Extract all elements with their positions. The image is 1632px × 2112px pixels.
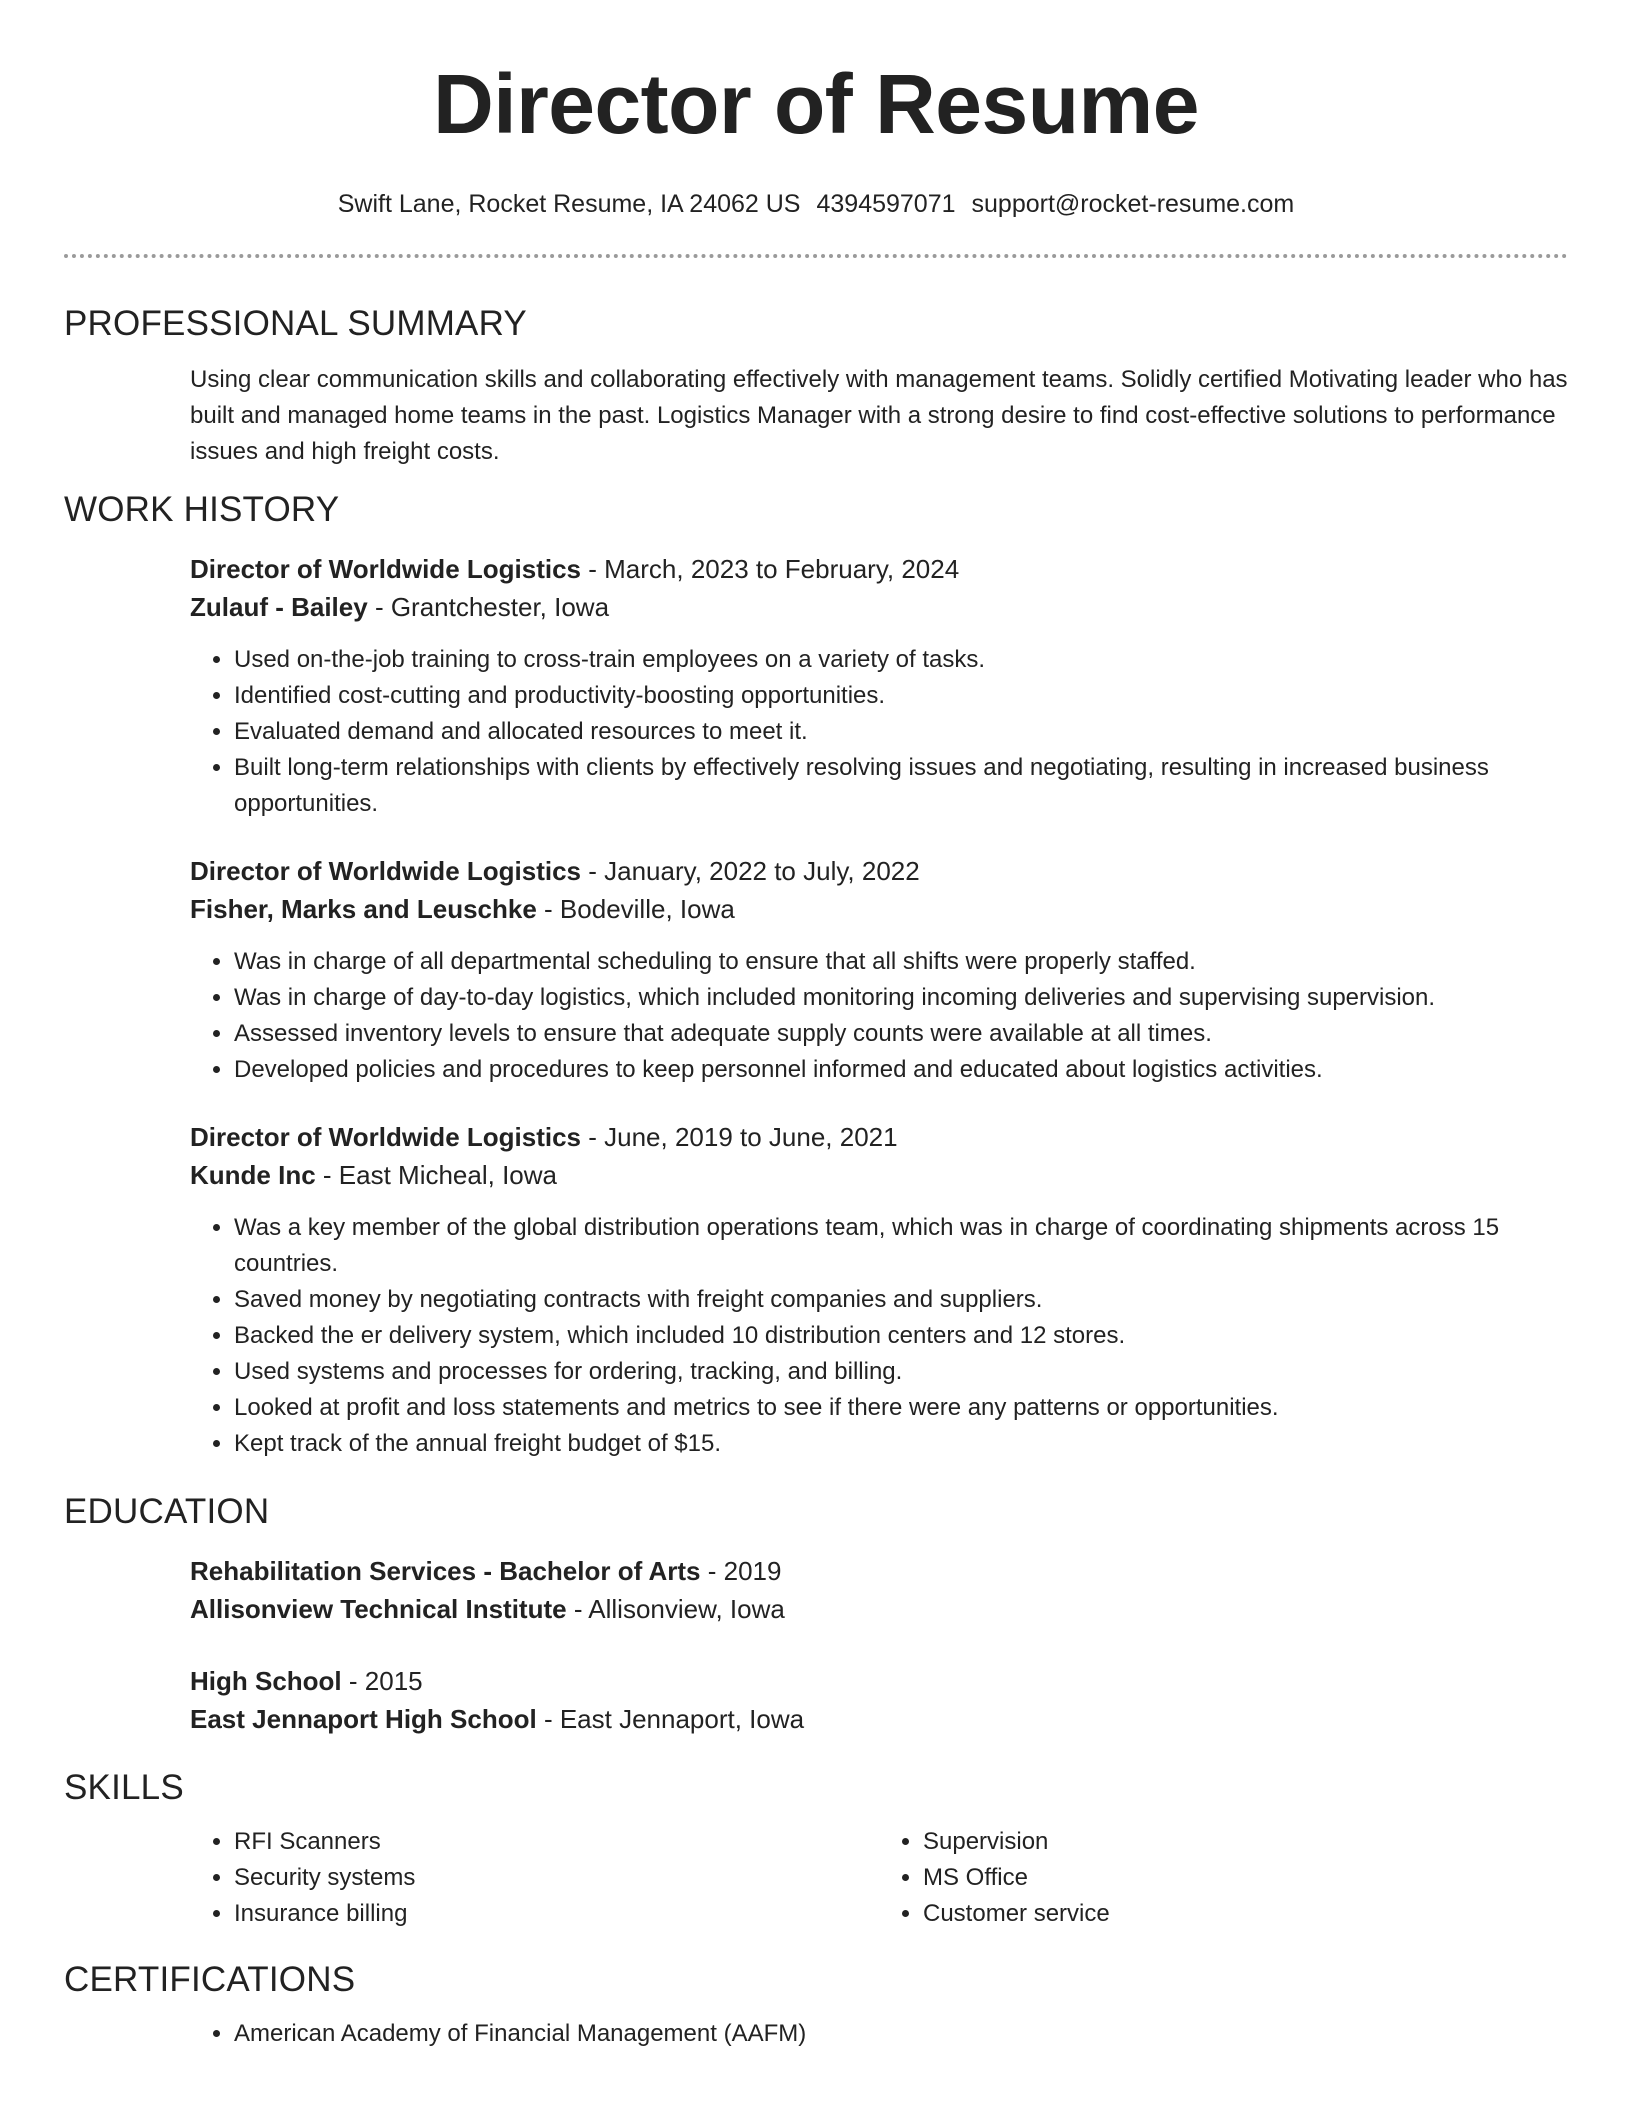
education-location: - East Jennaport, Iowa — [543, 1704, 805, 1734]
skill-item: • RFI Scanners — [234, 1824, 879, 1860]
education-year: - 2019 — [707, 1556, 782, 1586]
job-title-line — [190, 550, 1568, 588]
job-dates: - March, 2023 to February, 2024 — [588, 554, 960, 584]
list-item: • Evaluated demand and allocated resources to meet it. — [234, 714, 1568, 750]
skill-item: • Customer service — [923, 1896, 1568, 1932]
job-location: - Bodeville, Iowa — [544, 894, 735, 924]
job-location: - East Micheal, Iowa — [322, 1160, 557, 1190]
education-degree-line — [190, 1552, 1568, 1590]
contact-address: Swift Lane, Rocket Resume, IA 24062 US — [337, 190, 801, 218]
education-school: Allisonview Technical Institute — [190, 1594, 567, 1624]
job-company: Fisher, Marks and Leuschke — [190, 894, 537, 924]
job-dates: - January, 2022 to July, 2022 — [588, 856, 920, 886]
work-section-title: WORK HISTORY — [64, 490, 340, 529]
job-bullets — [190, 944, 1568, 1088]
education-section — [190, 1552, 1568, 1738]
contact-phone: 4394597071 — [816, 190, 956, 218]
education-degree-line — [190, 1662, 1568, 1700]
skills-section — [190, 1824, 1568, 1932]
list-item: • Used on-the-job training to cross-train employees on a variety of tasks. — [234, 642, 1568, 678]
skill-item: • Supervision — [923, 1824, 1568, 1860]
education-school: East Jennaport High School — [190, 1704, 537, 1734]
skill-item: • Security systems — [234, 1860, 879, 1896]
list-item: • Assessed inventory levels to ensure that adequate supply counts were available at all times. — [234, 1016, 1568, 1052]
summary-section-title: PROFESSIONAL SUMMARY — [64, 304, 527, 343]
list-item: • Backed the er delivery system, which included 10 distribution centers and 12 stores. — [234, 1318, 1568, 1354]
education-location: - Allisonview, Iowa — [573, 1594, 785, 1624]
header-divider — [64, 254, 1568, 258]
job-position: Director of Worldwide Logistics — [190, 554, 582, 584]
contact-email: support@rocket-resume.com — [971, 190, 1295, 218]
job-company: Zulauf - Bailey — [190, 592, 368, 622]
certifications-list — [190, 2016, 1568, 2052]
education-section-title: EDUCATION — [64, 1492, 270, 1531]
skill-item: • Insurance billing — [234, 1896, 879, 1932]
job-entry — [190, 852, 1568, 1088]
job-company-line — [190, 588, 1568, 626]
list-item: • Built long-term relationships with clients by effectively resolving issues and negotiating, resulting in increased business opportunities. — [234, 750, 1568, 822]
job-entry — [190, 1118, 1568, 1462]
list-item: • Kept track of the annual freight budget of $15. — [234, 1426, 1568, 1462]
job-position: Director of Worldwide Logistics — [190, 856, 582, 886]
job-bullets — [190, 642, 1568, 822]
job-dates: - June, 2019 to June, 2021 — [588, 1122, 898, 1152]
job-title-line — [190, 852, 1568, 890]
job-location: - Grantchester, Iowa — [374, 592, 610, 622]
education-entry — [190, 1662, 1568, 1738]
list-item: • Saved money by negotiating contracts with freight companies and suppliers. — [234, 1282, 1568, 1318]
skills-list-right — [879, 1824, 1568, 1932]
certifications-section — [190, 2016, 1568, 2052]
job-entry — [190, 550, 1568, 822]
skills-list-left — [190, 1824, 879, 1932]
education-school-line — [190, 1700, 1568, 1738]
job-position: Director of Worldwide Logistics — [190, 1122, 582, 1152]
contact-line — [64, 188, 1568, 220]
job-title-line — [190, 1118, 1568, 1156]
job-company: Kunde Inc — [190, 1160, 316, 1190]
resume-name: Director of Resume — [433, 57, 1199, 151]
education-degree: High School — [190, 1666, 342, 1696]
education-entry — [190, 1552, 1568, 1628]
work-section — [190, 550, 1568, 1462]
education-degree: Rehabilitation Services - Bachelor of Arts — [190, 1556, 701, 1586]
certification-item: • American Academy of Financial Management (AAFM) — [234, 2016, 1568, 2052]
list-item: • Developed policies and procedures to keep personnel informed and educated about logistics activities. — [234, 1052, 1568, 1088]
certifications-section-title: CERTIFICATIONS — [64, 1960, 356, 1999]
job-bullets — [190, 1210, 1568, 1462]
list-item: • Was in charge of all departmental scheduling to ensure that all shifts were properly staffed. — [234, 944, 1568, 980]
list-item: • Used systems and processes for ordering, tracking, and billing. — [234, 1354, 1568, 1390]
list-item: • Was in charge of day-to-day logistics, which included monitoring incoming deliveries and supervising supervision. — [234, 980, 1568, 1016]
list-item: • Was a key member of the global distribution operations team, which was in charge of coordinating shipments across 15 countries. — [234, 1210, 1568, 1282]
list-item: • Identified cost-cutting and productivity-boosting opportunities. — [234, 678, 1568, 714]
list-item: • Looked at profit and loss statements and metrics to see if there were any patterns or opportunities. — [234, 1390, 1568, 1426]
summary-text: Using clear communication skills and collaborating effectively with management teams. Solidly certified Motivating leader who has built and managed home teams in the past. Logistics Manager with a strong desire to find cost-effective solutions to performance issues and high freight costs. — [190, 366, 1568, 465]
education-school-line — [190, 1590, 1568, 1628]
job-company-line — [190, 890, 1568, 928]
education-year: - 2015 — [348, 1666, 423, 1696]
resume-page — [64, 0, 1568, 2052]
skills-section-title: SKILLS — [64, 1768, 184, 1807]
job-company-line — [190, 1156, 1568, 1194]
summary-section — [190, 362, 1568, 470]
skill-item: • MS Office — [923, 1860, 1568, 1896]
